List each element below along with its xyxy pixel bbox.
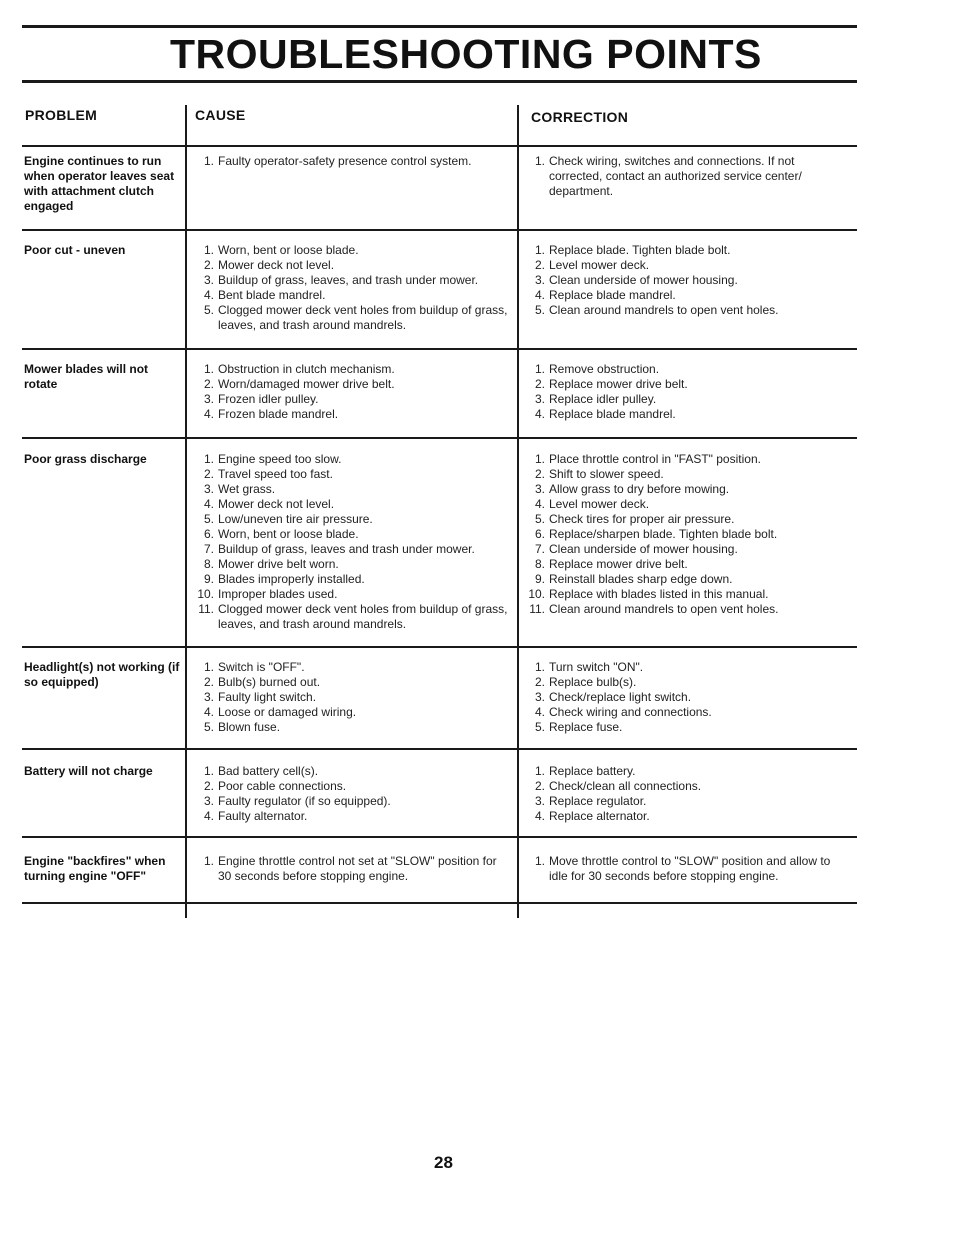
item-number: 2. — [203, 467, 214, 481]
item-number: 2. — [534, 467, 545, 481]
item-number: 2. — [534, 258, 545, 272]
cause-item — [188, 288, 513, 303]
correction-list — [519, 452, 849, 617]
correction-item — [519, 809, 849, 824]
correction-item — [519, 392, 849, 407]
item-text: Mower drive belt worn. — [218, 557, 339, 571]
item-number: 10. — [528, 587, 545, 601]
item-number: 1. — [203, 243, 214, 257]
cause-item — [188, 809, 513, 824]
correction-item — [519, 675, 849, 690]
correction-item — [519, 407, 849, 422]
item-number: 1. — [203, 660, 214, 674]
item-text: Replace bulb(s). — [549, 675, 637, 689]
item-number: 3. — [534, 794, 545, 808]
item-number: 3. — [203, 690, 214, 704]
cause-item — [188, 720, 513, 735]
cause-item — [188, 467, 513, 482]
cause-item — [188, 362, 513, 377]
item-number: 4. — [203, 288, 214, 302]
cause-item — [188, 497, 513, 512]
item-number: 2. — [534, 377, 545, 391]
item-text: Blades improperly installed. — [218, 572, 365, 586]
item-text: Mower deck not level. — [218, 258, 335, 272]
item-text: Bad battery cell(s). — [218, 764, 319, 778]
item-text: Faulty light switch. — [218, 690, 317, 704]
item-number: 5. — [534, 720, 545, 734]
cause-list — [188, 362, 513, 422]
item-number: 11. — [198, 602, 214, 616]
item-text: Bulb(s) burned out. — [218, 675, 321, 689]
correction-item — [519, 497, 849, 512]
item-text: Check wiring and connections. — [549, 705, 712, 719]
correction-item — [519, 482, 849, 497]
item-text: Clogged mower deck vent holes from buildup of grass, leaves, and trash around mandrels. — [218, 602, 508, 631]
cause-item — [188, 675, 513, 690]
top-rule — [22, 25, 857, 28]
item-text: Blown fuse. — [218, 720, 281, 734]
item-text: Replace mower drive belt. — [549, 557, 688, 571]
correction-list — [519, 854, 849, 884]
item-number: 1. — [534, 452, 545, 466]
item-number: 7. — [203, 542, 214, 556]
item-text: Replace/sharpen blade. Tighten blade bolt. — [549, 527, 778, 541]
item-text: Buildup of grass, leaves and trash under mower. — [218, 542, 475, 556]
item-text: Poor cable connections. — [218, 779, 347, 793]
item-text: Faulty regulator (if so equipped). — [218, 794, 391, 808]
item-text: Replace regulator. — [549, 794, 647, 808]
cause-list — [188, 660, 513, 735]
correction-item — [519, 452, 849, 467]
item-text: Remove obstruction. — [549, 362, 660, 376]
item-number: 4. — [534, 288, 545, 302]
item-number: 1. — [203, 854, 214, 868]
cause-item — [188, 527, 513, 542]
item-number: 3. — [534, 392, 545, 406]
item-number: 2. — [203, 377, 214, 391]
item-number: 9. — [203, 572, 214, 586]
item-text: Switch is "OFF". — [218, 660, 305, 674]
item-text: Clean around mandrels to open vent holes. — [549, 303, 779, 317]
item-number: 5. — [203, 512, 214, 526]
item-text: Buildup of grass, leaves, and trash under mower. — [218, 273, 479, 287]
cause-item — [188, 794, 513, 809]
page-number: 28 — [434, 1153, 453, 1172]
item-text: Worn, bent or loose blade. — [218, 243, 359, 257]
problem-text: Poor cut - uneven — [24, 243, 126, 257]
item-text: Clogged mower deck vent holes from buildup of grass, leaves, and trash around mandrels. — [218, 303, 508, 332]
item-number: 6. — [203, 527, 214, 541]
item-text: Move throttle control to "SLOW" position and allow to idle for 30 seconds before stopping engine. — [549, 854, 831, 883]
item-text: Wet grass. — [218, 482, 276, 496]
correction-item — [519, 779, 849, 794]
cause-item — [188, 392, 513, 407]
item-text: Clean underside of mower housing. — [549, 273, 738, 287]
correction-item — [519, 720, 849, 735]
correction-item — [519, 303, 849, 318]
item-number: 8. — [203, 557, 214, 571]
correction-list — [519, 154, 849, 199]
correction-item — [519, 854, 849, 884]
correction-item — [519, 362, 849, 377]
item-text: Frozen idler pulley. — [218, 392, 319, 406]
correction-list — [519, 243, 849, 318]
cause-item — [188, 660, 513, 675]
item-text: Replace blade. Tighten blade bolt. — [549, 243, 731, 257]
item-text: Low/uneven tire air pressure. — [218, 512, 373, 526]
item-text: Place throttle control in "FAST" position. — [549, 452, 761, 466]
item-text: Check tires for proper air pressure. — [549, 512, 735, 526]
cause-item — [188, 779, 513, 794]
item-number: 5. — [534, 512, 545, 526]
item-text: Loose or damaged wiring. — [218, 705, 357, 719]
item-number: 11. — [529, 602, 545, 616]
item-number: 4. — [534, 809, 545, 823]
item-number: 3. — [534, 690, 545, 704]
item-number: 4. — [203, 705, 214, 719]
item-text: Turn switch "ON". — [549, 660, 644, 674]
item-text: Reinstall blades sharp edge down. — [549, 572, 733, 586]
correction-item — [519, 542, 849, 557]
cause-item — [188, 542, 513, 557]
cause-item — [188, 854, 513, 884]
header-rule — [22, 145, 857, 147]
item-text: Replace with blades listed in this manual. — [549, 587, 769, 601]
correction-list — [519, 764, 849, 824]
item-number: 1. — [203, 452, 214, 466]
correction-item — [519, 288, 849, 303]
cause-item — [188, 557, 513, 572]
table-bottom-rule — [22, 902, 857, 904]
item-number: 3. — [203, 482, 214, 496]
item-number: 4. — [534, 407, 545, 421]
correction-item — [519, 602, 849, 617]
row-rule — [22, 646, 857, 648]
item-text: Obstruction in clutch mechanism. — [218, 362, 395, 376]
item-number: 5. — [534, 303, 545, 317]
cause-item — [188, 377, 513, 392]
row-rule — [22, 437, 857, 439]
column-header-cause: CAUSE — [195, 107, 246, 123]
problem-text: Poor grass discharge — [24, 452, 147, 466]
item-number: 4. — [534, 497, 545, 511]
item-text: Travel speed too fast. — [218, 467, 333, 481]
cause-list — [188, 452, 513, 632]
item-number: 9. — [534, 572, 545, 586]
item-number: 1. — [534, 660, 545, 674]
correction-item — [519, 258, 849, 273]
correction-item — [519, 377, 849, 392]
item-text: Clean around mandrels to open vent holes. — [549, 602, 779, 616]
correction-list — [519, 660, 849, 735]
item-number: 1. — [203, 764, 214, 778]
item-number: 1. — [203, 154, 214, 168]
correction-item — [519, 660, 849, 675]
problem-text: Engine "backfires" when turning engine "OFF" — [24, 854, 166, 883]
item-number: 1. — [534, 154, 545, 168]
problem-text: Battery will not charge — [24, 764, 153, 778]
item-text: Faulty alternator. — [218, 809, 308, 823]
item-text: Worn/damaged mower drive belt. — [218, 377, 395, 391]
correction-item — [519, 557, 849, 572]
item-number: 3. — [203, 392, 214, 406]
correction-item — [519, 794, 849, 809]
correction-item — [519, 154, 849, 199]
item-text: Bent blade mandrel. — [218, 288, 326, 302]
item-number: 2. — [203, 779, 214, 793]
item-number: 2. — [534, 779, 545, 793]
item-text: Mower deck not level. — [218, 497, 335, 511]
correction-item — [519, 273, 849, 288]
item-number: 5. — [203, 303, 214, 317]
correction-item — [519, 512, 849, 527]
item-number: 7. — [534, 542, 545, 556]
item-text: Shift to slower speed. — [549, 467, 664, 481]
cause-item — [188, 243, 513, 258]
correction-item — [519, 572, 849, 587]
item-text: Replace fuse. — [549, 720, 623, 734]
cause-item — [188, 452, 513, 467]
item-number: 2. — [534, 675, 545, 689]
correction-item — [519, 690, 849, 705]
item-text: Check/clean all connections. — [549, 779, 702, 793]
correction-item — [519, 764, 849, 779]
correction-item — [519, 587, 849, 602]
page-title: TROUBLESHOOTING POINTS — [170, 31, 762, 77]
item-number: 3. — [534, 482, 545, 496]
problem-text: Mower blades will not rotate — [24, 362, 149, 391]
item-text: Replace idler pulley. — [549, 392, 657, 406]
correction-item — [519, 527, 849, 542]
item-number: 8. — [534, 557, 545, 571]
cause-item — [188, 705, 513, 720]
item-text: Engine throttle control not set at "SLOW" position for 30 seconds before stopping engine. — [218, 854, 497, 883]
item-number: 3. — [203, 794, 214, 808]
item-number: 6. — [534, 527, 545, 541]
item-text: Check/replace light switch. — [549, 690, 692, 704]
cause-item — [188, 407, 513, 422]
item-text: Worn, bent or loose blade. — [218, 527, 359, 541]
cause-item — [188, 303, 513, 333]
cause-item — [188, 572, 513, 587]
cause-item — [188, 154, 513, 169]
item-number: 1. — [534, 243, 545, 257]
item-number: 2. — [203, 258, 214, 272]
item-number: 10. — [197, 587, 214, 601]
cause-item — [188, 482, 513, 497]
item-text: Check wiring, switches and connections. If not corrected, contact an authorized service center/ department. — [549, 154, 802, 198]
row-rule — [22, 348, 857, 350]
item-text: Replace blade mandrel. — [549, 407, 676, 421]
item-number: 4. — [203, 407, 214, 421]
cause-item — [188, 602, 513, 632]
item-text: Level mower deck. — [549, 497, 650, 511]
item-number: 3. — [534, 273, 545, 287]
cause-list — [188, 764, 513, 824]
column-header-correction: CORRECTION — [531, 109, 629, 125]
correction-list — [519, 362, 849, 422]
problem-text: Engine continues to run when operator leaves seat with attachment clutch engaged — [24, 154, 175, 213]
column-header-problem: PROBLEM — [25, 107, 98, 123]
item-number: 3. — [203, 273, 214, 287]
item-text: Faulty operator-safety presence control system. — [218, 154, 472, 168]
correction-item — [519, 243, 849, 258]
cause-item — [188, 690, 513, 705]
cause-item — [188, 258, 513, 273]
item-text: Clean underside of mower housing. — [549, 542, 738, 556]
item-number: 1. — [534, 764, 545, 778]
item-text: Replace alternator. — [549, 809, 650, 823]
item-number: 1. — [203, 362, 214, 376]
item-number: 2. — [203, 675, 214, 689]
item-number: 1. — [534, 362, 545, 376]
cause-item — [188, 273, 513, 288]
cause-list — [188, 854, 513, 884]
row-rule — [22, 229, 857, 231]
item-text: Engine speed too slow. — [218, 452, 342, 466]
item-number: 5. — [203, 720, 214, 734]
item-number: 4. — [534, 705, 545, 719]
item-number: 4. — [203, 497, 214, 511]
correction-item — [519, 467, 849, 482]
cause-item — [188, 764, 513, 779]
item-text: Improper blades used. — [218, 587, 338, 601]
row-rule — [22, 748, 857, 750]
column-divider-problem-cause — [185, 105, 187, 918]
item-text: Replace blade mandrel. — [549, 288, 676, 302]
problem-text: Headlight(s) not working (if so equipped) — [24, 660, 180, 689]
cause-item — [188, 587, 513, 602]
item-text: Allow grass to dry before mowing. — [549, 482, 730, 496]
correction-item — [519, 705, 849, 720]
cause-item — [188, 512, 513, 527]
item-number: 1. — [534, 854, 545, 868]
cause-list — [188, 154, 513, 169]
item-text: Replace battery. — [549, 764, 636, 778]
item-text: Replace mower drive belt. — [549, 377, 688, 391]
item-number: 4. — [203, 809, 214, 823]
item-text: Level mower deck. — [549, 258, 650, 272]
title-underline — [22, 80, 857, 83]
cause-list — [188, 243, 513, 333]
item-text: Frozen blade mandrel. — [218, 407, 339, 421]
row-rule — [22, 836, 857, 838]
